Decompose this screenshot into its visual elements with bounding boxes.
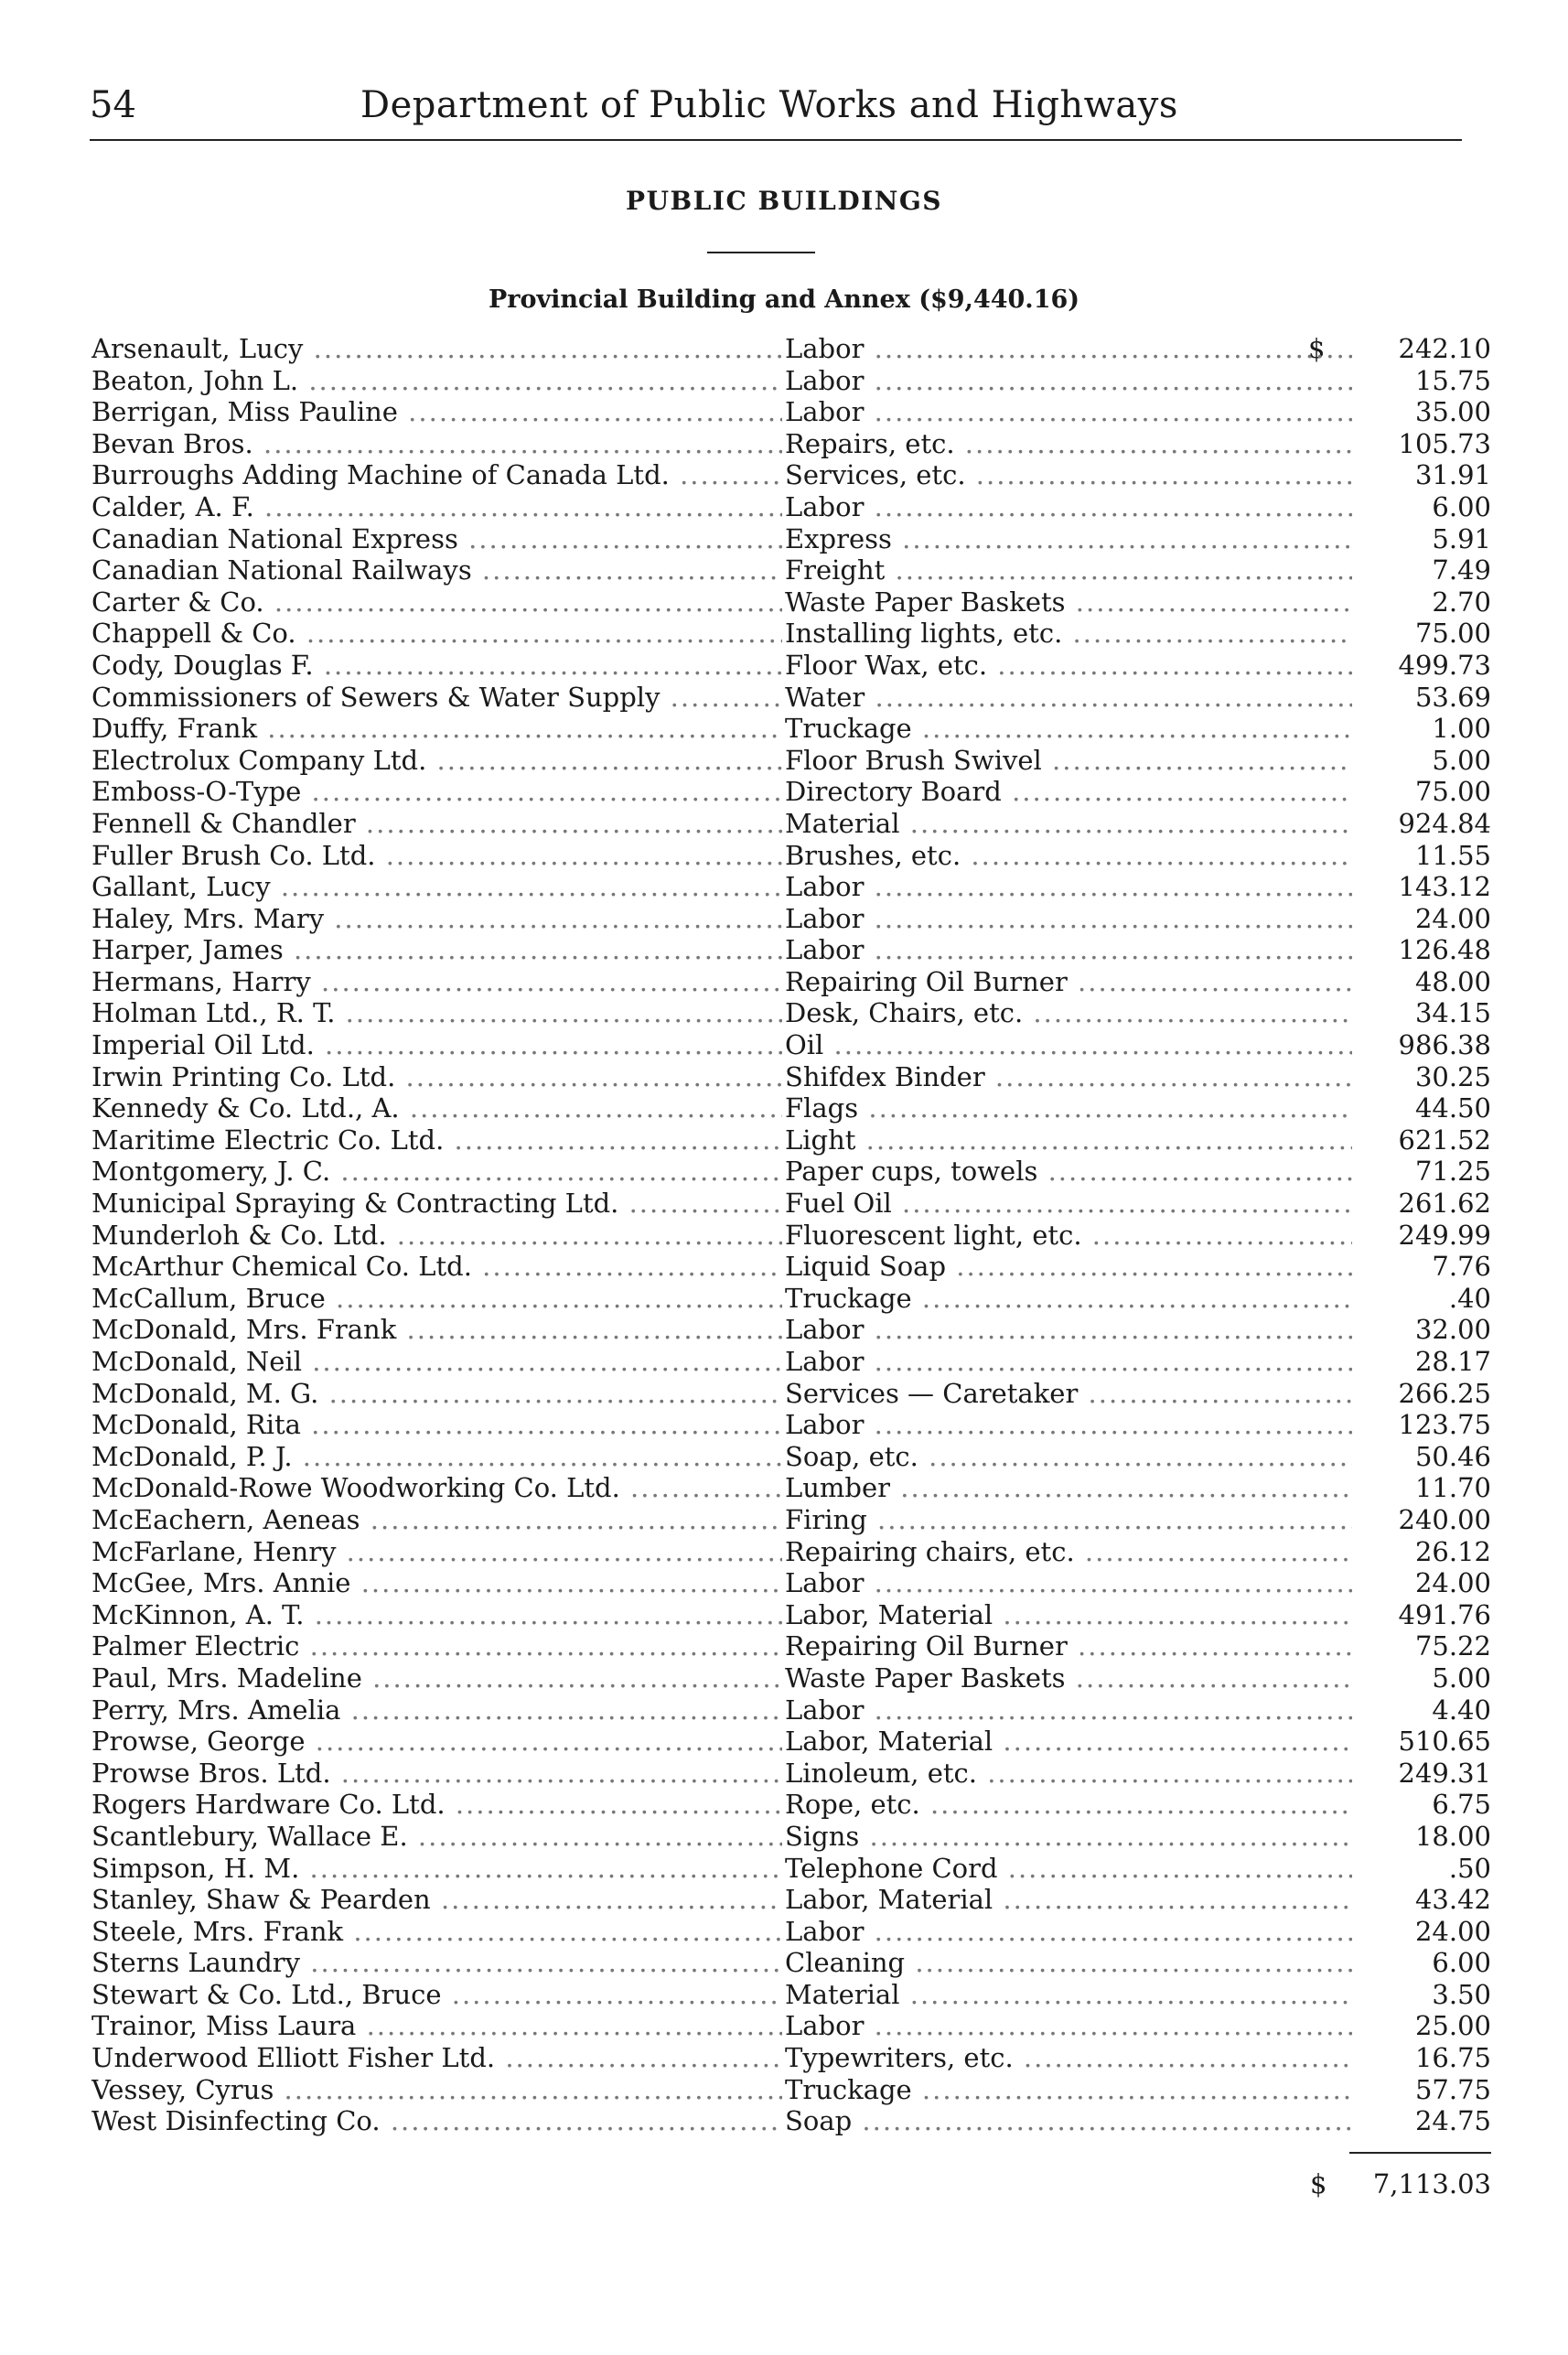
amount: 16.75 [1414, 2042, 1491, 2074]
payee-name: McDonald, M. G. ..... [91, 1378, 782, 1410]
ledger-row [91, 713, 1491, 745]
expense-item: Repairing Oil Burner ..... [785, 1630, 1352, 1662]
expense-item: Floor Wax, etc. ..... [785, 650, 1352, 682]
ledger-row [91, 745, 1491, 777]
amount: 71.25 [1414, 1156, 1491, 1188]
payee-name: Rogers Hardware Co. Ltd. ..... [91, 1789, 782, 1821]
amount: 43.42 [1414, 1884, 1491, 1916]
payee-name: Canadian National Railways ..... [91, 554, 782, 586]
expense-item: Fuel Oil ..... [785, 1188, 1352, 1220]
expense-item: Light ..... [785, 1124, 1352, 1156]
expense-item: Telephone Cord ..... [785, 1853, 1352, 1885]
expense-item: Rope, etc. ..... [785, 1789, 1352, 1821]
ledger-row [91, 365, 1491, 397]
ledger-row [91, 1758, 1491, 1790]
payee-name: Munderloh & Co. Ltd. ..... [91, 1220, 782, 1252]
amount: 75.00 [1414, 618, 1491, 650]
expense-item: Labor ..... [785, 1916, 1352, 1948]
ledger-row [91, 523, 1491, 555]
ledger-row [91, 428, 1491, 460]
ledger-row [91, 618, 1491, 650]
amount: 25.00 [1414, 2010, 1491, 2042]
amount: 5.00 [1432, 744, 1491, 776]
amount: 126.48 [1398, 934, 1491, 966]
expense-item: Services — Caretaker ..... [785, 1378, 1352, 1410]
payee-name: Trainor, Miss Laura ..... [91, 2010, 782, 2042]
ledger-row [91, 1061, 1491, 1093]
expense-item: Labor ..... [785, 1409, 1352, 1441]
expense-item: Labor ..... [785, 491, 1352, 523]
amount: 510.65 [1398, 1726, 1491, 1758]
payee-name: Burroughs Adding Machine of Canada Ltd. ..... [91, 459, 782, 491]
expense-item: Truckage ..... [785, 2074, 1352, 2106]
expense-item: Flags ..... [785, 1092, 1352, 1124]
payee-name: Prowse Bros. Ltd. ..... [91, 1758, 782, 1790]
ledger-row [91, 1567, 1491, 1599]
expense-item: Labor ..... [785, 934, 1352, 966]
payee-name: McDonald, Mrs. Frank ..... [91, 1314, 782, 1346]
ledger-row [91, 1821, 1491, 1853]
ledger-row [91, 1346, 1491, 1378]
amount: 11.70 [1414, 1472, 1491, 1504]
ledger-row [91, 1378, 1491, 1410]
amount: 924.84 [1398, 807, 1491, 839]
amount: 7.49 [1432, 554, 1491, 586]
amount: 24.00 [1414, 1567, 1491, 1599]
amount: 44.50 [1414, 1092, 1491, 1124]
payee-name: Perry, Mrs. Amelia ..... [91, 1694, 782, 1726]
expense-item: Repairing chairs, etc. ..... [785, 1536, 1352, 1568]
payee-name: Hermans, Harry ..... [91, 966, 782, 998]
payee-name: Irwin Printing Co. Ltd. ..... [91, 1061, 782, 1093]
expense-item: Material ..... [785, 1979, 1352, 2011]
payee-name: McDonald, Rita ..... [91, 1409, 782, 1441]
payee-name: Fuller Brush Co. Ltd. ..... [91, 840, 782, 872]
ledger-row [91, 682, 1491, 714]
expense-item: Repairing Oil Burner ..... [785, 966, 1352, 998]
ledger-row [91, 1662, 1491, 1694]
amount: 75.22 [1414, 1630, 1491, 1662]
amount: 5.00 [1432, 1661, 1491, 1694]
amount: 24.00 [1414, 902, 1491, 934]
ledger-row [91, 1124, 1491, 1156]
payee-name: Fennell & Chandler ..... [91, 808, 782, 840]
expense-item: Soap ..... [785, 2105, 1352, 2137]
expense-item: Cleaning ..... [785, 1947, 1352, 1979]
amount: 105.73 [1398, 427, 1491, 459]
amount: 6.75 [1432, 1789, 1491, 1821]
payee-name: Harper, James ..... [91, 934, 782, 966]
payee-name: Imperial Oil Ltd. ..... [91, 1029, 782, 1061]
expense-item: Firing ..... [785, 1504, 1352, 1536]
subsection-title: Provincial Building and Annex ($9,440.16) [488, 285, 1080, 314]
payee-name: Emboss-O-Type ..... [91, 776, 782, 808]
currency-symbol: $ [1308, 333, 1326, 364]
payee-name: McFarlane, Henry ..... [91, 1536, 782, 1568]
ledger-table [91, 333, 1491, 2137]
payee-name: McDonald, Neil ..... [91, 1346, 782, 1378]
expense-item: Soap, etc. ..... [785, 1441, 1352, 1473]
payee-name: Prowse, George ..... [91, 1726, 782, 1758]
expense-item: Labor ..... [785, 333, 1352, 365]
expense-item: Labor, Material ..... [785, 1884, 1352, 1916]
payee-name: Cody, Douglas F. ..... [91, 650, 782, 682]
payee-name: McDonald, P. J. ..... [91, 1441, 782, 1473]
expense-item: Shifdex Binder ..... [785, 1061, 1352, 1093]
ledger-row [91, 1536, 1491, 1568]
payee-name: Montgomery, J. C. ..... [91, 1156, 782, 1188]
payee-name: Sterns Laundry ..... [91, 1947, 782, 1979]
expense-item: Labor ..... [785, 2010, 1352, 2042]
amount: 1.00 [1432, 713, 1491, 745]
ledger-row [91, 1472, 1491, 1504]
amount: 3.50 [1432, 1978, 1491, 2010]
payee-name: Stanley, Shaw & Pearden ..... [91, 1884, 782, 1916]
amount: 11.55 [1414, 839, 1491, 871]
total-amount: 7,113.03 [1372, 2168, 1491, 2199]
ledger-row [91, 1884, 1491, 1916]
ledger-row [91, 2010, 1491, 2042]
ledger-row [91, 903, 1491, 935]
ledger-row [91, 1630, 1491, 1662]
expense-item: Typewriters, etc. ..... [785, 2042, 1352, 2074]
expense-item: Labor ..... [785, 1346, 1352, 1378]
amount: 240.00 [1398, 1503, 1491, 1535]
ledger-row [91, 396, 1491, 428]
expense-item: Paper cups, towels ..... [785, 1156, 1352, 1188]
expense-item: Waste Paper Baskets ..... [785, 586, 1352, 618]
ledger-row [91, 1283, 1491, 1315]
ledger-row [91, 1916, 1491, 1948]
ledger-row [91, 1409, 1491, 1441]
payee-name: Haley, Mrs. Mary ..... [91, 903, 782, 935]
amount: 50.46 [1414, 1440, 1491, 1472]
amount: 32.00 [1414, 1314, 1491, 1346]
payee-name: McKinnon, A. T. ..... [91, 1599, 782, 1631]
ledger-row [91, 1504, 1491, 1536]
expense-item: Material ..... [785, 808, 1352, 840]
expense-item: Labor, Material ..... [785, 1726, 1352, 1758]
amount: .40 [1448, 1282, 1491, 1314]
payee-name: Maritime Electric Co. Ltd. ..... [91, 1124, 782, 1156]
amount: .50 [1448, 1852, 1491, 1884]
expense-item: Directory Board ..... [785, 776, 1352, 808]
amount: 34.15 [1414, 997, 1491, 1029]
payee-name: Commissioners of Sewers & Water Supply ..... [91, 682, 782, 714]
amount: 75.00 [1414, 776, 1491, 808]
payee-name: Bevan Bros. ..... [91, 428, 782, 460]
ledger-row [91, 333, 1491, 365]
ledger-row [91, 1789, 1491, 1821]
payee-name: Steele, Mrs. Frank ..... [91, 1916, 782, 1948]
expense-item: Waste Paper Baskets ..... [785, 1662, 1352, 1694]
ledger-row [91, 1979, 1491, 2011]
expense-item: Labor, Material ..... [785, 1599, 1352, 1631]
expense-item: Services, etc. ..... [785, 459, 1352, 491]
ledger-row [91, 1156, 1491, 1188]
payee-name: Kennedy & Co. Ltd., A. ..... [91, 1092, 782, 1124]
ledger-row [91, 2074, 1491, 2106]
amount: 48.00 [1414, 965, 1491, 997]
amount: 499.73 [1398, 649, 1491, 681]
payee-name: McCallum, Bruce ..... [91, 1283, 782, 1315]
ledger-row [91, 1092, 1491, 1124]
payee-name: Stewart & Co. Ltd., Bruce ..... [91, 1979, 782, 2011]
payee-name: Simpson, H. M. ..... [91, 1853, 782, 1885]
ledger-row [91, 808, 1491, 840]
expense-item: Brushes, etc. ..... [785, 840, 1352, 872]
expense-item: Labor ..... [785, 365, 1352, 397]
payee-name: McEachern, Aeneas ..... [91, 1504, 782, 1536]
amount: 261.62 [1398, 1188, 1491, 1220]
amount: 266.25 [1398, 1377, 1491, 1409]
amount: 123.75 [1398, 1409, 1491, 1441]
expense-item: Labor ..... [785, 1567, 1352, 1599]
amount: 18.00 [1414, 1820, 1491, 1852]
page-header [90, 84, 1462, 141]
payee-name: Gallant, Lucy ..... [91, 871, 782, 903]
payee-name: Paul, Mrs. Madeline ..... [91, 1662, 782, 1694]
payee-name: Chappell & Co. ..... [91, 618, 782, 650]
ledger-row [91, 934, 1491, 966]
expense-item: Liquid Soap ..... [785, 1251, 1352, 1283]
amount: 24.75 [1414, 2105, 1491, 2137]
payee-name: Municipal Spraying & Contracting Ltd. ..... [91, 1188, 782, 1220]
ledger-row [91, 650, 1491, 682]
amount: 7.76 [1432, 1251, 1491, 1283]
ledger-row [91, 840, 1491, 872]
payee-name: Berrigan, Miss Pauline ..... [91, 396, 782, 428]
ledger-row [91, 1188, 1491, 1220]
ledger-row [91, 1251, 1491, 1283]
section-title: PUBLIC BUILDINGS [626, 186, 942, 216]
expense-item: Labor ..... [785, 396, 1352, 428]
amount: 53.69 [1414, 681, 1491, 713]
amount: 26.12 [1414, 1535, 1491, 1567]
ledger-row [91, 1314, 1491, 1346]
amount: 4.40 [1432, 1694, 1491, 1726]
payee-name: McGee, Mrs. Annie ..... [91, 1567, 782, 1599]
expense-item: Oil ..... [785, 1029, 1352, 1061]
total-currency-symbol: $ [1310, 2168, 1327, 2199]
ledger-row [91, 459, 1491, 491]
payee-name: Carter & Co. ..... [91, 586, 782, 618]
amount: 6.00 [1432, 490, 1491, 522]
expense-item: Freight ..... [785, 554, 1352, 586]
amount: 57.75 [1414, 2073, 1491, 2105]
ledger-row [91, 1694, 1491, 1726]
ledger-row [91, 1441, 1491, 1473]
ledger-row [91, 586, 1491, 618]
ledger-row [91, 1029, 1491, 1061]
expense-item: Express ..... [785, 523, 1352, 555]
expense-item: Water ..... [785, 682, 1352, 714]
expense-item: Desk, Chairs, etc. ..... [785, 997, 1352, 1029]
payee-name: McDonald-Rowe Woodworking Co. Ltd. ..... [91, 1472, 782, 1504]
ledger-row [91, 997, 1491, 1029]
expense-item: Labor ..... [785, 1694, 1352, 1726]
running-title: Department of Public Works and Highways [360, 84, 1178, 126]
expense-item: Labor ..... [785, 903, 1352, 935]
ledger-row [91, 1220, 1491, 1252]
ledger-row [91, 2042, 1491, 2074]
payee-name: Holman Ltd., R. T. ..... [91, 997, 782, 1029]
payee-name: Scantlebury, Wallace E. ..... [91, 1821, 782, 1853]
page-number: 54 [90, 84, 136, 126]
ledger-row [91, 1599, 1491, 1631]
payee-name: Arsenault, Lucy ..... [91, 333, 782, 365]
payee-name: Vessey, Cyrus ..... [91, 2074, 782, 2106]
expense-item: Fluorescent light, etc. ..... [785, 1220, 1352, 1252]
ledger-row [91, 491, 1491, 523]
amount: 31.91 [1414, 459, 1491, 491]
amount: 143.12 [1398, 871, 1491, 903]
expense-item: Floor Brush Swivel ..... [785, 745, 1352, 777]
expense-item: Truckage ..... [785, 713, 1352, 745]
amount: 249.31 [1398, 1757, 1491, 1789]
amount: 242.10 [1398, 333, 1491, 364]
amount: 24.00 [1414, 1915, 1491, 1947]
payee-name: Underwood Elliott Fisher Ltd. ..... [91, 2042, 782, 2074]
payee-name: Beaton, John L. ..... [91, 365, 782, 397]
payee-name: McArthur Chemical Co. Ltd. ..... [91, 1251, 782, 1283]
expense-item: Labor ..... [785, 1314, 1352, 1346]
amount: 35.00 [1414, 396, 1491, 428]
ledger-row [91, 776, 1491, 808]
amount: 30.25 [1414, 1060, 1491, 1092]
amount: 249.99 [1398, 1219, 1491, 1251]
ledger-row [91, 1726, 1491, 1758]
expense-item: Signs ..... [785, 1821, 1352, 1853]
payee-name: Duffy, Frank ..... [91, 713, 782, 745]
ledger-row [91, 1947, 1491, 1979]
amount: 621.52 [1398, 1124, 1491, 1156]
amount: 15.75 [1414, 364, 1491, 396]
expense-item: Truckage ..... [785, 1283, 1352, 1315]
expense-item: Labor ..... [785, 871, 1352, 903]
amount: 6.00 [1432, 1947, 1491, 1979]
amount: 986.38 [1398, 1029, 1491, 1061]
payee-name: Palmer Electric ..... [91, 1630, 782, 1662]
expense-item: Installing lights, etc. ..... [785, 618, 1352, 650]
title-divider [707, 252, 815, 253]
expense-item: Linoleum, etc. ..... [785, 1758, 1352, 1790]
ledger-row [91, 554, 1491, 586]
ledger-row [91, 871, 1491, 903]
amount: 2.70 [1432, 586, 1491, 618]
ledger-row [91, 966, 1491, 998]
payee-name: Calder, A. F. ..... [91, 491, 782, 523]
amount: 28.17 [1414, 1346, 1491, 1377]
payee-name: West Disinfecting Co. ..... [91, 2105, 782, 2137]
expense-item: Repairs, etc. ..... [785, 428, 1352, 460]
payee-name: Electrolux Company Ltd. ..... [91, 745, 782, 777]
amount: 5.91 [1432, 522, 1491, 554]
ledger-row [91, 1853, 1491, 1885]
amount: 491.76 [1398, 1598, 1491, 1630]
total-rule [1349, 2152, 1491, 2154]
payee-name: Canadian National Express ..... [91, 523, 782, 555]
expense-item: Lumber ..... [785, 1472, 1352, 1504]
ledger-row [91, 2105, 1491, 2137]
